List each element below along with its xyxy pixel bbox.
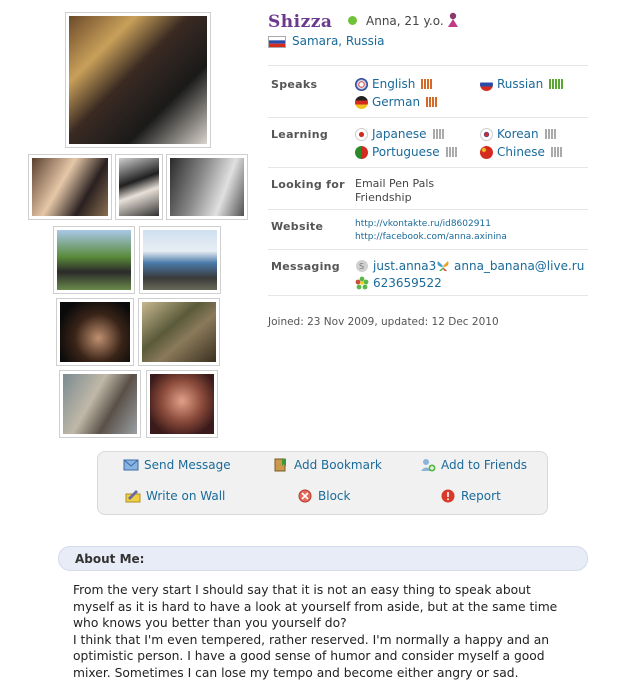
warning-icon: [440, 489, 456, 503]
portugal-flag-icon: [355, 146, 368, 159]
fluency-level-bars: [421, 79, 432, 89]
msn-contact[interactable]: [436, 259, 584, 273]
korea-flag-icon: [480, 128, 493, 141]
icq-flower-icon: [355, 276, 369, 290]
language-german[interactable]: [355, 95, 437, 109]
language-name: Japanese: [372, 127, 427, 141]
add-friend-icon: [420, 458, 436, 472]
language-name: Russian: [497, 77, 543, 91]
about-paragraph: From the very start I should say that it is not an easy thing to speak about myself as it is hard to have a look at yourself from aside, but at the same time who knows you better than you yourself do?: [73, 582, 573, 632]
language-english[interactable]: [355, 77, 432, 91]
button-label: Write on Wall: [146, 489, 225, 503]
add-to-friends-button[interactable]: [420, 458, 527, 472]
write-on-wall-button[interactable]: [125, 489, 225, 503]
profile-location[interactable]: Samara, Russia: [292, 34, 385, 48]
website-link[interactable]: http://vkontakte.ru/id8602911: [355, 219, 491, 229]
divider: [268, 249, 588, 250]
bookmark-icon: [273, 458, 289, 472]
block-icon: [297, 489, 313, 503]
icq-number: 623659522: [373, 276, 442, 290]
language-chinese[interactable]: [480, 145, 562, 159]
icq-contact[interactable]: [355, 276, 442, 290]
messaging-label: Messaging: [271, 260, 340, 273]
divider: [268, 117, 588, 118]
button-label: Block: [318, 489, 350, 503]
button-label: Add Bookmark: [294, 458, 382, 472]
japan-flag-icon: [355, 128, 368, 141]
pencil-note-icon: [125, 489, 141, 503]
learning-label: Learning: [271, 128, 328, 141]
language-name: Korean: [497, 127, 539, 141]
photo-thumbnail[interactable]: [28, 154, 112, 220]
main-profile-photo[interactable]: [65, 12, 211, 148]
language-korean[interactable]: [480, 127, 556, 141]
envelope-icon: [123, 458, 139, 472]
divider: [268, 295, 588, 296]
language-russian[interactable]: [480, 77, 563, 91]
looking-for-label: Looking for: [271, 178, 345, 191]
divider: [268, 167, 588, 168]
germany-flag-icon: [355, 96, 368, 109]
divider: [268, 209, 588, 210]
about-me-text: [73, 582, 573, 681]
fluency-level-bars: [446, 147, 457, 157]
send-message-button[interactable]: [123, 458, 231, 472]
about-me-title: About Me:: [75, 552, 144, 566]
language-name: Chinese: [497, 145, 545, 159]
language-japanese[interactable]: [355, 127, 444, 141]
block-button[interactable]: [297, 489, 350, 503]
button-label: Report: [461, 489, 501, 503]
skype-name: just.anna3: [373, 259, 436, 273]
profile-age: Anna, 21 y.o.: [366, 14, 444, 28]
photo-thumbnail[interactable]: [138, 298, 220, 366]
photo-thumbnail[interactable]: [139, 226, 221, 294]
divider: [268, 65, 588, 66]
language-name: English: [372, 77, 415, 91]
online-status-icon: [348, 16, 357, 25]
fluency-level-bars: [426, 97, 437, 107]
profile-name: Shizza: [268, 12, 332, 32]
language-name: Portuguese: [372, 145, 440, 159]
russia-flag-icon: [268, 36, 286, 48]
joined-date: Joined: 23 Nov 2009, updated: 12 Dec 2010: [268, 316, 499, 328]
looking-for-item: Email Pen Pals: [355, 177, 434, 191]
photo-thumbnail[interactable]: [59, 370, 141, 438]
button-label: Add to Friends: [441, 458, 527, 472]
photo-thumbnail[interactable]: [53, 226, 135, 294]
website-label: Website: [271, 220, 323, 233]
russia-flag-icon: [480, 78, 493, 91]
fluency-level-bars: [551, 147, 562, 157]
fluency-level-bars: [549, 79, 563, 89]
fluency-level-bars: [433, 129, 444, 139]
report-button[interactable]: [440, 489, 501, 503]
female-user-icon: [446, 12, 460, 28]
skype-contact[interactable]: [355, 259, 436, 273]
photo-thumbnail[interactable]: [166, 154, 248, 220]
about-paragraph: I think that I'm even tempered, rather reserved. I'm normally a happy and an optimistic person. I have a good sense of humor and consider myself a good mixer. Sometimes I can lose my tempo and become either angry or sad.: [73, 632, 573, 681]
photo-thumbnail[interactable]: [115, 154, 163, 220]
website-link[interactable]: http://facebook.com/anna.axinina: [355, 232, 507, 242]
skype-icon: [355, 259, 369, 273]
photo-thumbnail[interactable]: [56, 298, 134, 366]
add-bookmark-button[interactable]: [273, 458, 382, 472]
button-label: Send Message: [144, 458, 231, 472]
profile-actions-panel: [97, 451, 548, 515]
msn-butterfly-icon: [436, 259, 450, 273]
speaks-label: Speaks: [271, 78, 317, 91]
fluency-level-bars: [545, 129, 556, 139]
language-portuguese[interactable]: [355, 145, 457, 159]
about-me-header: [58, 546, 588, 571]
msn-address: anna_banana@live.ru: [454, 259, 584, 273]
language-name: German: [372, 95, 420, 109]
svg-text:S: S: [359, 262, 364, 271]
photo-thumbnail[interactable]: [146, 370, 218, 438]
china-flag-icon: [480, 146, 493, 159]
uk-flag-icon: [355, 78, 368, 91]
looking-for-item: Friendship: [355, 191, 412, 205]
